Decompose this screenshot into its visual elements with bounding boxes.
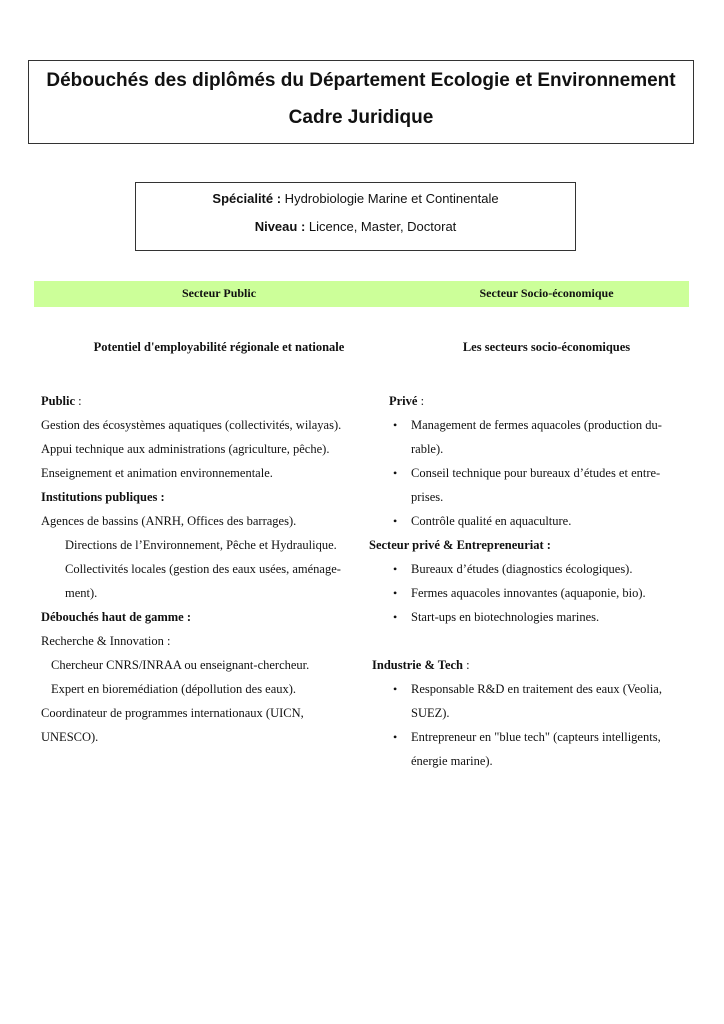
bullet-icon: • [393,514,398,528]
right-line: énergie marine). [411,754,493,768]
level-label: Niveau : [254,219,306,234]
right-line: Bureaux d’études (diagnostics écologiques). [411,562,633,576]
title-box [28,60,694,144]
right-line: rable). [411,442,444,456]
specialty-value: Hydrobiologie Marine et Continentale [281,191,499,206]
column-header-band [34,281,689,307]
bullet-icon: • [393,730,398,744]
prive-heading [389,393,424,409]
industrie-suffix: : [463,658,470,672]
industrie-label: Industrie & Tech [372,658,463,672]
specialty-line [136,191,575,206]
left-line: Recherche & Innovation : [41,634,171,648]
level-line [136,219,575,234]
haut-gamme-heading: Débouchés haut de gamme : [41,610,191,624]
prive-suffix: : [417,394,425,408]
industrie-heading [372,657,470,673]
left-line: Directions de l’Environnement, Pêche et Hydraulique. [65,538,337,552]
right-line: Responsable R&D en traitement des eaux (Veolia, [411,682,662,696]
public-heading [41,393,82,409]
specialty-box [135,182,576,251]
left-line: Chercheur CNRS/INRAA ou enseignant-chercheur. [51,658,310,672]
bullet-icon: • [393,418,398,432]
left-line: Agences de bassins (ANRH, Offices des barrages). [41,514,297,528]
right-line: prises. [411,490,444,504]
public-suffix: : [75,394,82,408]
left-line: Expert en bioremédiation (dépollution des eaux). [51,682,297,696]
left-line: Coordinateur de programmes internationaux (UICN, [41,706,304,720]
left-line: UNESCO). [41,730,99,744]
right-line: Conseil technique pour bureaux d’études et entre- [411,466,661,480]
bullet-icon: • [393,586,398,600]
level-value: Licence, Master, Doctorat [305,219,457,234]
right-line: Start-ups en biotechnologies marines. [411,610,600,624]
left-column-subtitle: Potentiel d'employabilité régionale et nationale [93,340,345,354]
prive-entrepreneuriat-heading: Secteur privé & Entrepreneuriat : [369,538,551,552]
left-line: Appui technique aux administrations (agriculture, pêche). [41,442,330,456]
right-column-header: Secteur Socio-économique [479,286,614,300]
public-label: Public [41,394,76,408]
left-line: Enseignement et animation environnementale. [41,466,273,480]
right-line: Fermes aquacoles innovantes (aquaponie, bio). [411,586,646,600]
prive-label: Privé [389,394,418,408]
right-line: SUEZ). [411,706,450,720]
left-column-header: Secteur Public [181,286,257,300]
right-column-subtitle: Les secteurs socio-économiques [462,340,631,354]
bullet-icon: • [393,562,398,576]
left-line: ment). [65,586,98,600]
document-title: Débouchés des diplômés du Département Ecologie et Environnement [46,70,676,91]
bullet-icon: • [393,682,398,696]
specialty-label: Spécialité : [212,191,282,206]
bullet-icon: • [393,610,398,624]
right-line: Contrôle qualité en aquaculture. [411,514,572,528]
bullet-icon: • [393,466,398,480]
institutions-heading: Institutions publiques : [41,490,165,504]
right-line: Entrepreneur en "blue tech" (capteurs intelligents, [411,730,661,744]
left-line: Gestion des écosystèmes aquatiques (collectivités, wilayas). [41,418,342,432]
left-line: Collectivités locales (gestion des eaux usées, aménage- [65,562,341,576]
right-line: Management de fermes aquacoles (production du- [411,418,662,432]
document-subtitle: Cadre Juridique [288,107,434,128]
